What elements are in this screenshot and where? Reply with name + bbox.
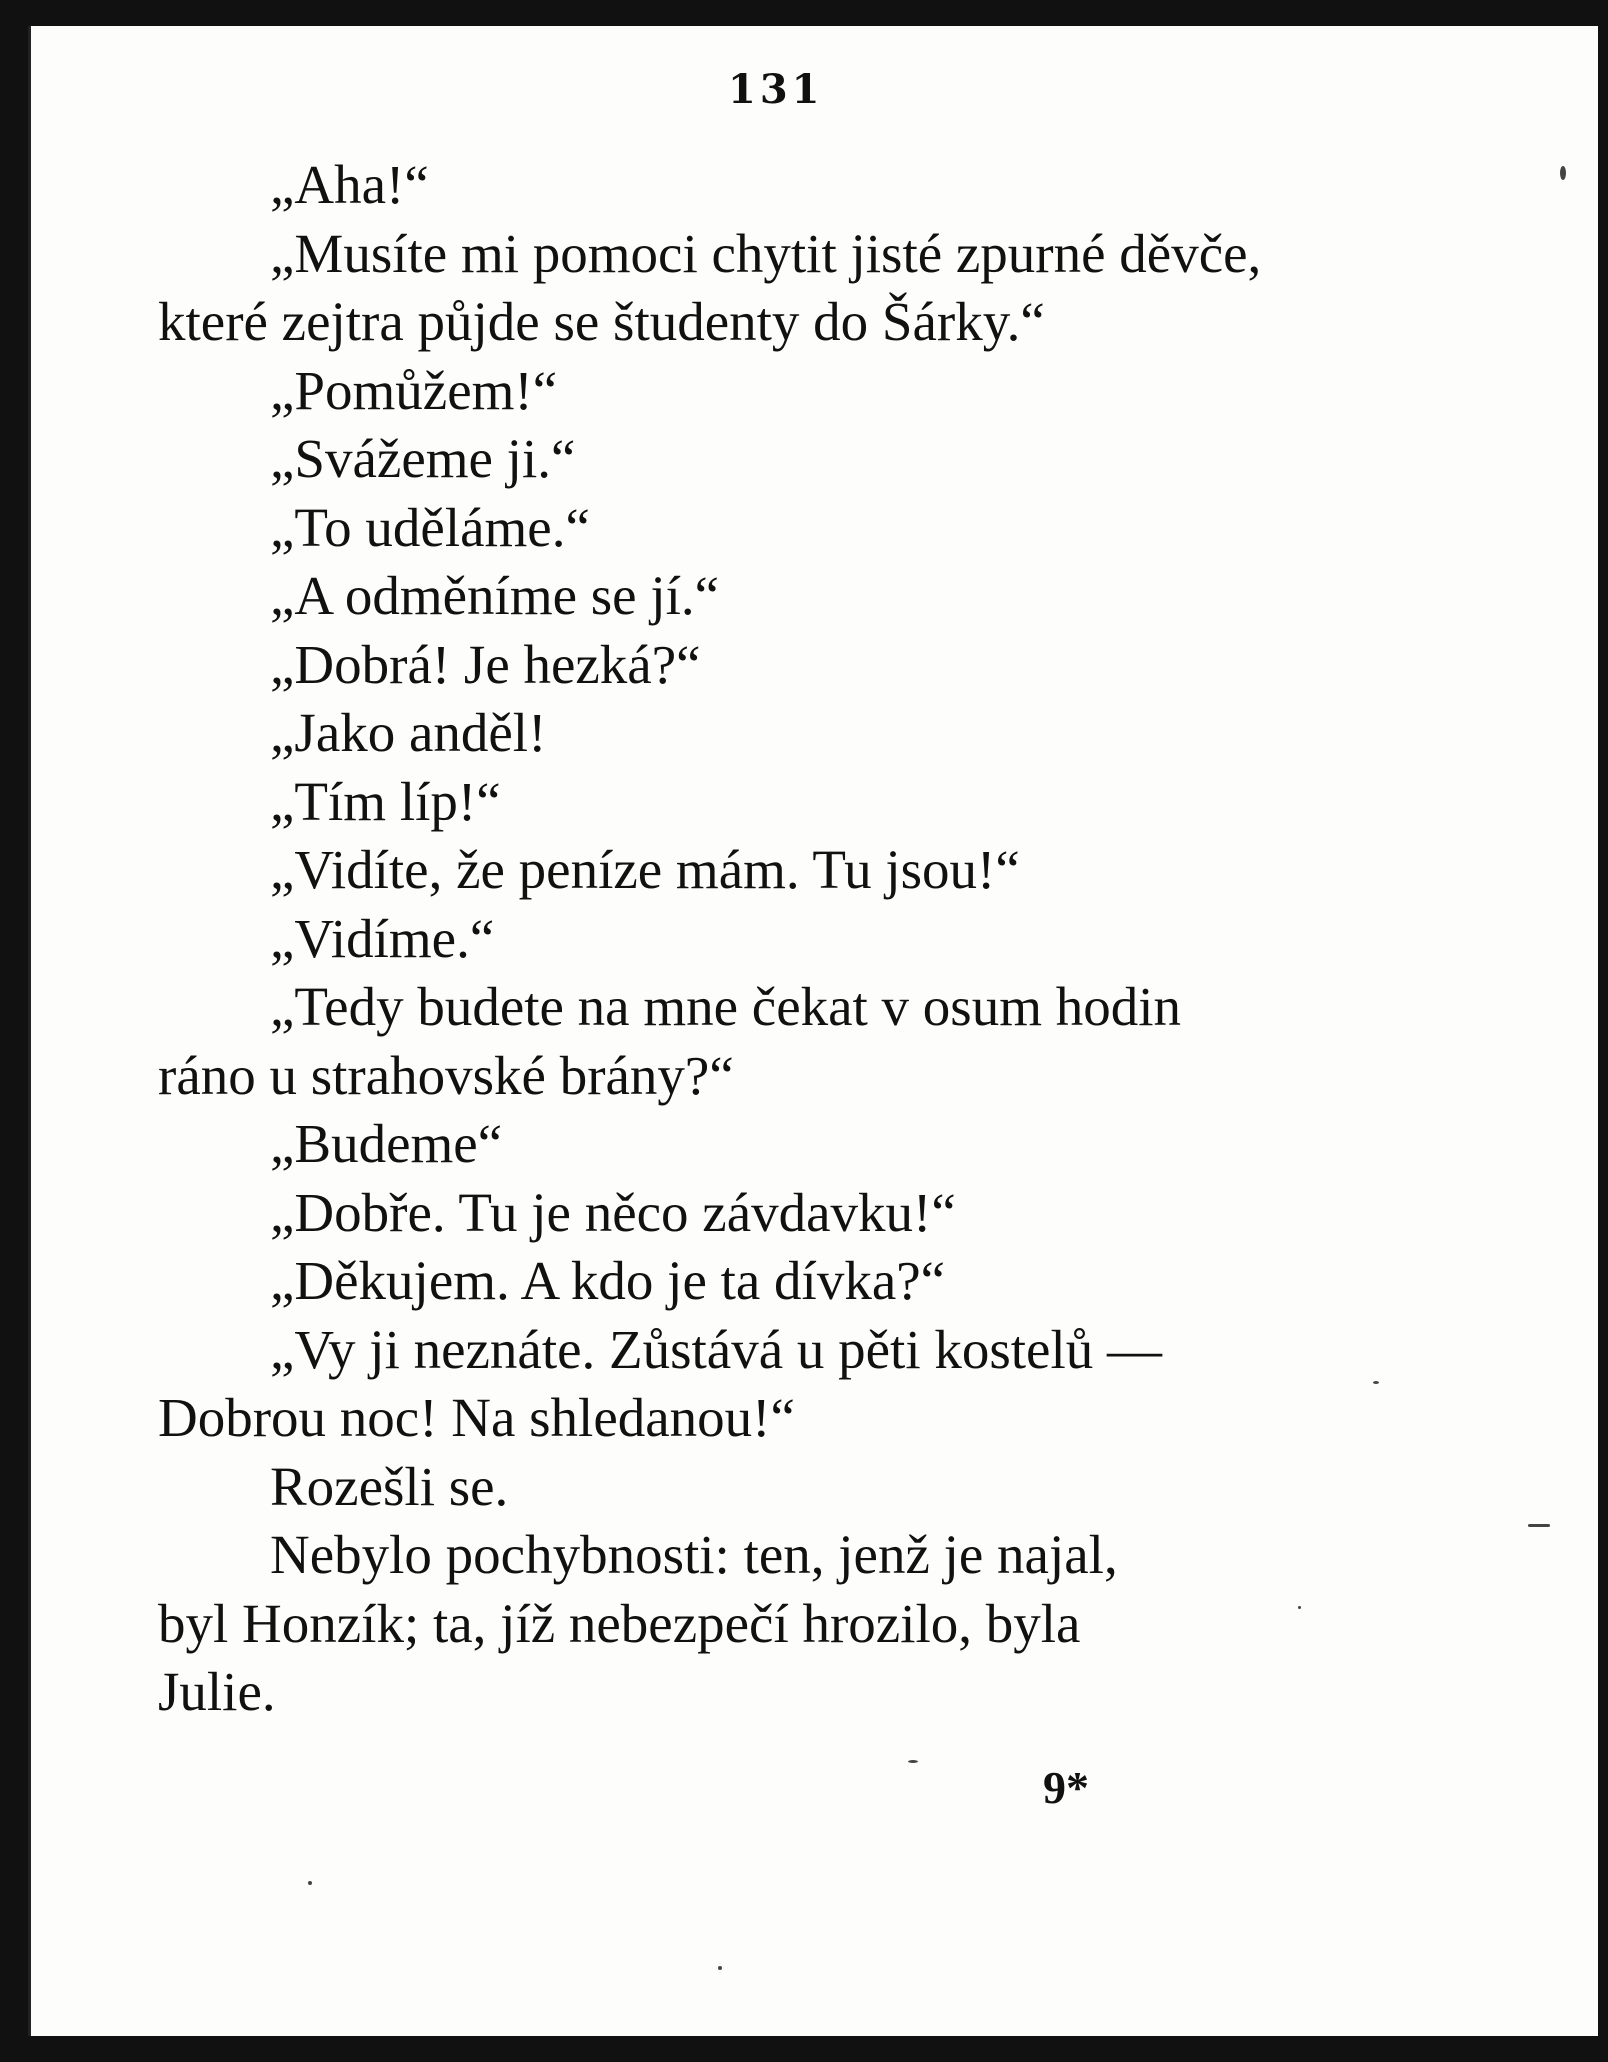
text-line: Julie. (158, 1661, 276, 1722)
text-line: „Svážeme ji.“ (270, 428, 576, 489)
printer-signature-mark: 9* (1043, 1762, 1089, 1813)
page-number: 131 (728, 66, 824, 113)
text-line: „Budeme“ (270, 1113, 503, 1174)
text-line: „Jako anděl! (270, 702, 547, 763)
text-line: „Dobrá! Je hezká?“ (270, 633, 701, 695)
text-line: „Vidíte, že peníze mám. Tu jsou!“ (270, 839, 1020, 900)
text-line: „Vidíme.“ (270, 907, 495, 969)
text-line: „Tedy budete na mne čekat v osum hodin (270, 976, 1182, 1037)
text-line: „Pomůžem!“ (270, 359, 558, 421)
scan-speck (718, 1966, 722, 1970)
text-line: byl Honzík; ta, jíž nebezpečí hrozilo, byla (158, 1592, 1081, 1654)
text-line: Rozešli se. (270, 1455, 509, 1517)
text-line: „Děkujem. A kdo je ta dívka?“ (270, 1250, 946, 1311)
scan-speck (308, 1881, 312, 1885)
scan-speck (1373, 1381, 1379, 1384)
text-line: „Musíte mi pomoci chytit jisté zpurné děvče, (270, 222, 1262, 284)
text-line: „A odměníme se jí.“ (270, 565, 720, 626)
text-line: „Tím líp!“ (270, 770, 501, 832)
scan-speck (1528, 1524, 1550, 1527)
text-line: „Dobře. Tu je něco závdavku!“ (270, 1181, 956, 1243)
scan-speck (1560, 166, 1566, 180)
text-line: „To uděláme.“ (270, 496, 590, 558)
text-line: Nebylo pochybnosti: ten, jenž je najal, (270, 1524, 1118, 1585)
text-line: „Vy ji neznáte. Zůstává u pěti kostelů — (270, 1318, 1162, 1380)
book-page (28, 26, 1598, 2036)
scan-speck (1298, 1606, 1301, 1609)
scan-speck (908, 1760, 918, 1763)
text-line: které zejtra půjde se študenty do Šárky.“ (158, 291, 1045, 352)
text-line: Dobrou noc! Na shledanou!“ (158, 1387, 795, 1448)
text-line: „Aha!“ (270, 154, 429, 215)
text-line: ráno u strahovské brány?“ (158, 1044, 734, 1106)
text-body (158, 151, 1358, 1727)
